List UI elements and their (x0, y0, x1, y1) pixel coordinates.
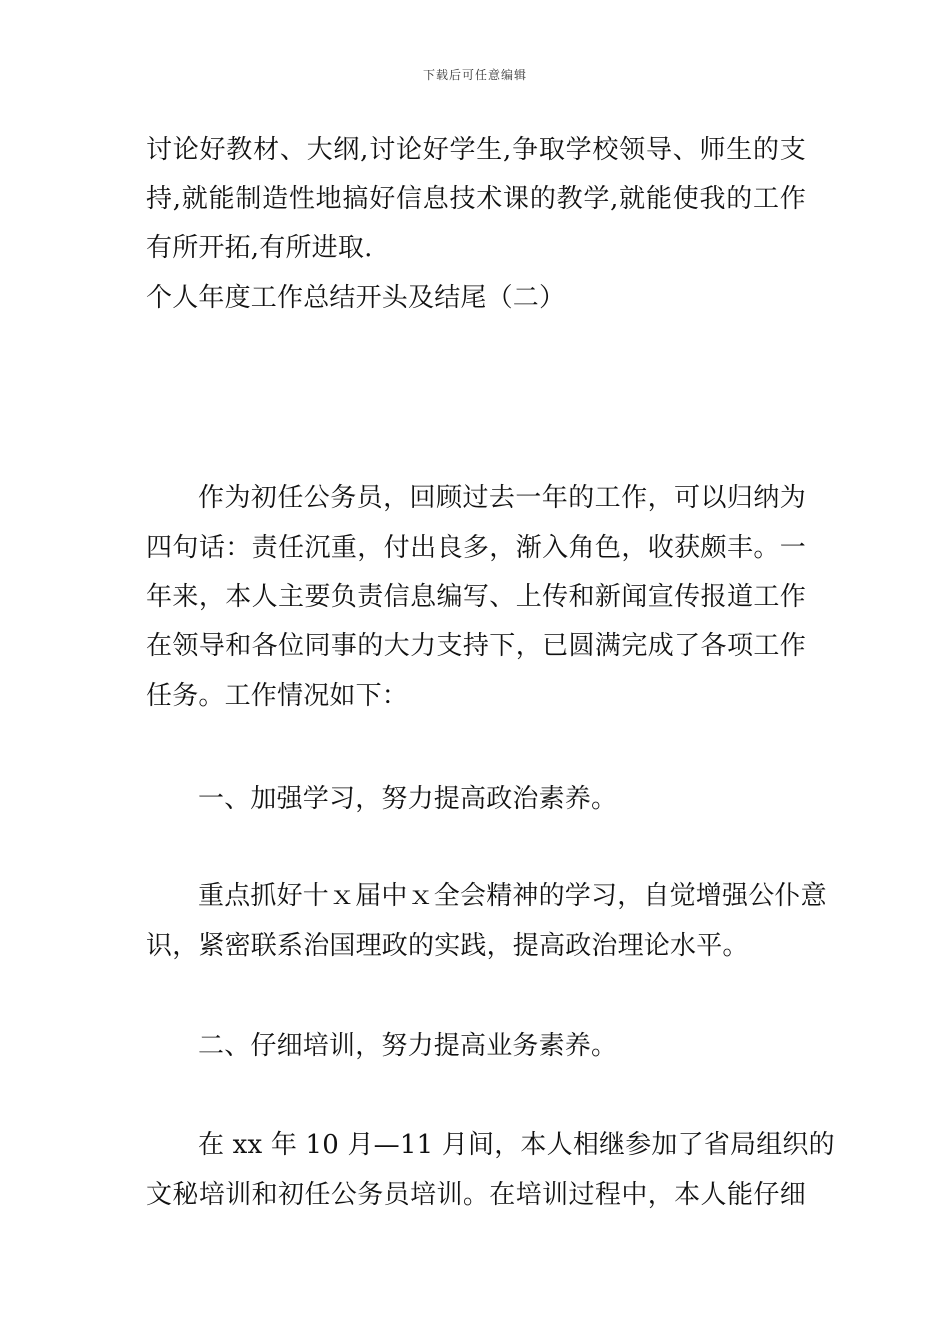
body-line: 四句话：责任沉重，付出良多，渐入角色，收获颇丰。一 (146, 533, 806, 563)
body-line: 作为初任公务员，回顾过去一年的工作，可以归纳为 (198, 483, 806, 513)
body-line: 有所开拓,有所进取. (146, 233, 373, 263)
body-line: 在领导和各位同事的大力支持下，已圆满完成了各项工作 (146, 631, 806, 661)
body-line: 年来，本人主要负责信息编写、上传和新闻宣传报道工作 (146, 582, 806, 612)
body-line: 持,就能制造性地搞好信息技术课的教学,就能使我的工作 (146, 184, 806, 214)
section-heading: 个人年度工作总结开头及结尾（二） (146, 283, 566, 313)
subheading-2: 二、仔细培训，努力提高业务素养。 (198, 1031, 618, 1061)
body-line: 在 xx 年 10 月—11 月间，本人相继参加了省局组织的 (198, 1130, 835, 1160)
body-line: 识，紧密联系治国理政的实践，提高政治理论水平。 (146, 931, 749, 961)
body-line: 重点抓好十ｘ届中ｘ全会精神的学习，自觉增强公仆意 (198, 881, 827, 911)
body-line: 文秘培训和初任公务员培训。在培训过程中，本人能仔细 (146, 1180, 806, 1210)
subheading-1: 一、加强学习，努力提高政治素养。 (198, 784, 618, 814)
page-header-note: 下载后可任意编辑 (422, 68, 527, 82)
body-line: 任务。工作情况如下： (146, 681, 409, 711)
body-line: 讨论好教材、大纲,讨论好学生,争取学校领导、师生的支 (146, 135, 806, 165)
